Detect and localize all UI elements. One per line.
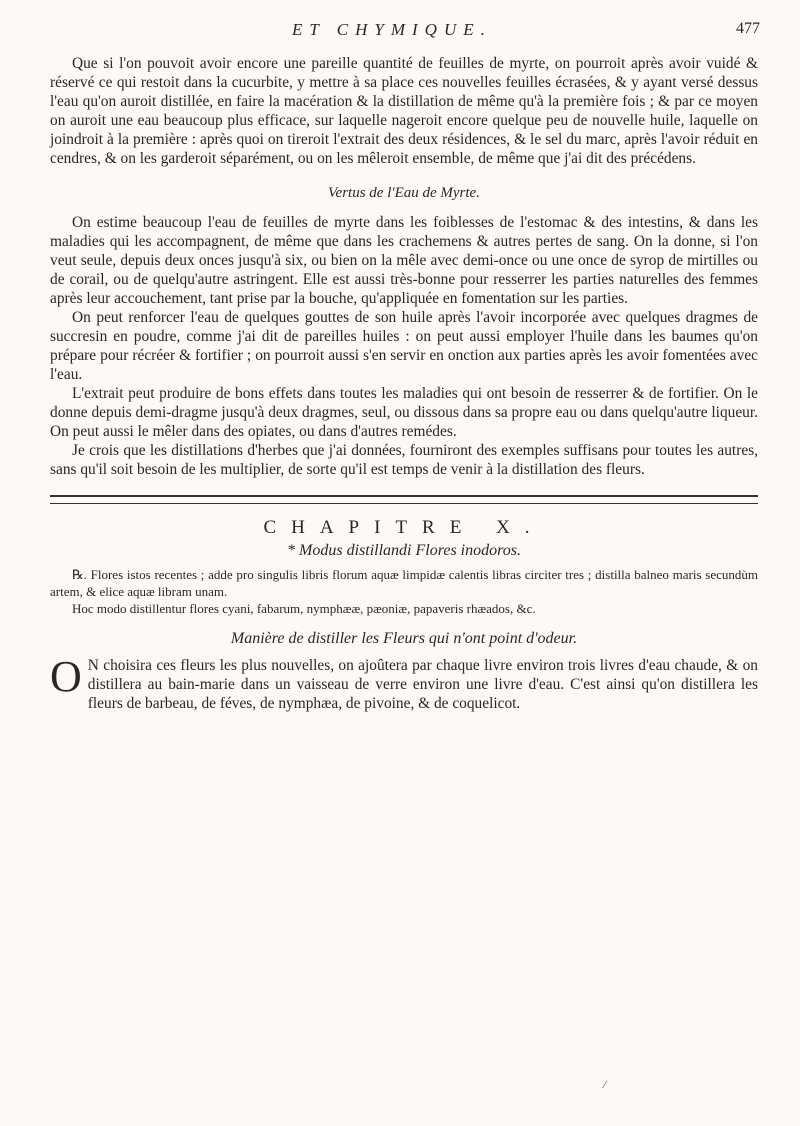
paragraph-strengthen: On peut renforcer l'eau de quelques gouttes de son huile après l'avoir incorporée avec quelques dragmes de succresin en poudre, comme j'ai dit de pareilles huiles : on peut aussi employer l'huile dans les baumes qu'on prépare pour récréer & fortifier ; on pourroit aussi s'en servir en onction aux parties après les avoir fomentées avec l'eau. xyxy=(50,309,758,383)
drop-cap: O xyxy=(50,652,82,701)
paragraph-manner xyxy=(50,652,758,713)
paragraph-virtues: On estime beaucoup l'eau de feuilles de myrte dans les foiblesses de l'estomac & des intestins, & dans les maladies qui les accompagnent, de même que dans les crachemens & autres pertes de sang. On la donne, si l'on veut seule, depuis deux onces jusqu'à six, ou bien on la mêle avec demi-once ou une once de syrop de mirtilles ou de corail, ou de quelqu'autre astringent. Elle est aussi très-bonne pour resserrer les parties naturelles des femmes après leur accouchement, tant prise par la bouche, qu'appliquée en fomentation sur les parties. xyxy=(50,214,758,307)
section-heading-virtues: Vertus de l'Eau de Myrte. xyxy=(328,185,480,201)
paragraph-myrtle-repeat: Que si l'on pouvoit avoir encore une pareille quantité de feuilles de myrte, on pourroit après avoir vuidé & réservé ce qui restoit dans la cucurbite, y mettre à sa place ces nouvelles feuilles écrasées, & y ayant versé dessus l'eau qu'on auroit distillée, en faire la macération & la distillation de même qu'à la première fois ; & par ce moyen on auroit une eau beaucoup plus efficace, sur laquelle nageroit encore quelque peu de nouvelle huile, laquelle on joindroit à la première : après quoi on tireroit l'extrait des deux résidences, & le sel du marc, après l'avoir réduit en cendres, & on les garderoit séparément, ou on les mêleroit ensemble, de même que j'ai dit des précédens. xyxy=(50,55,758,167)
paragraph-extract: L'extrait peut produire de bons effets dans toutes les maladies qui ont besoin de resserrer & de fortifier. On le donne depuis demi-dragme jusqu'à deux dragmes, seul, ou dissous dans sa propre eau ou dans quelqu'autre liqueur. On peut aussi le mêler dans des opiates, ou dans d'autres remédes. xyxy=(50,385,758,440)
manner-heading: Manière de distiller les Fleurs qui n'ont point d'odeur. xyxy=(230,630,578,647)
latin-note: Hoc modo distillentur flores cyani, fabarum, nymphææ, pæoniæ, papaveris rhæados, &c. xyxy=(72,601,536,616)
paragraph-conclusion: Je crois que les distillations d'herbes que j'ai données, fourniront des exemples suffisans pour toutes les autres, sans qu'il soit besoin de les multiplier, de sorte qu'il est temps de venir à la distillation des fleurs. xyxy=(50,442,758,478)
printer-mark: ⁄ xyxy=(604,1080,606,1091)
chapter-heading: CHAPITRE X. xyxy=(263,517,545,538)
manner-text: N choisira ces fleurs les plus nouvelles, on ajoûtera par chaque livre environ trois livres d'eau chaude, & on distillera au bain-marie dans un vaisseau de verre environ une livre d'eau. C'est ainsi qu'on distillera les fleurs de barbeau, de féves, de nymphæa, de pivoine, & de coquelicot. xyxy=(87,657,758,712)
latin-recipe: ℞. Flores istos recentes ; adde pro singulis libris florum aquæ limpidæ calentis libras circiter tres ; distilla balneo maris secundùm artem, & elice aquæ libram unam. xyxy=(50,567,758,599)
page-number: 477 xyxy=(736,20,760,37)
page-body xyxy=(50,54,758,713)
running-title: ET CHYMIQUE. xyxy=(292,20,492,39)
ornamental-rule xyxy=(50,495,758,504)
latin-title: * Modus distillandi Flores inodoros. xyxy=(287,542,521,559)
page-header xyxy=(60,20,760,50)
